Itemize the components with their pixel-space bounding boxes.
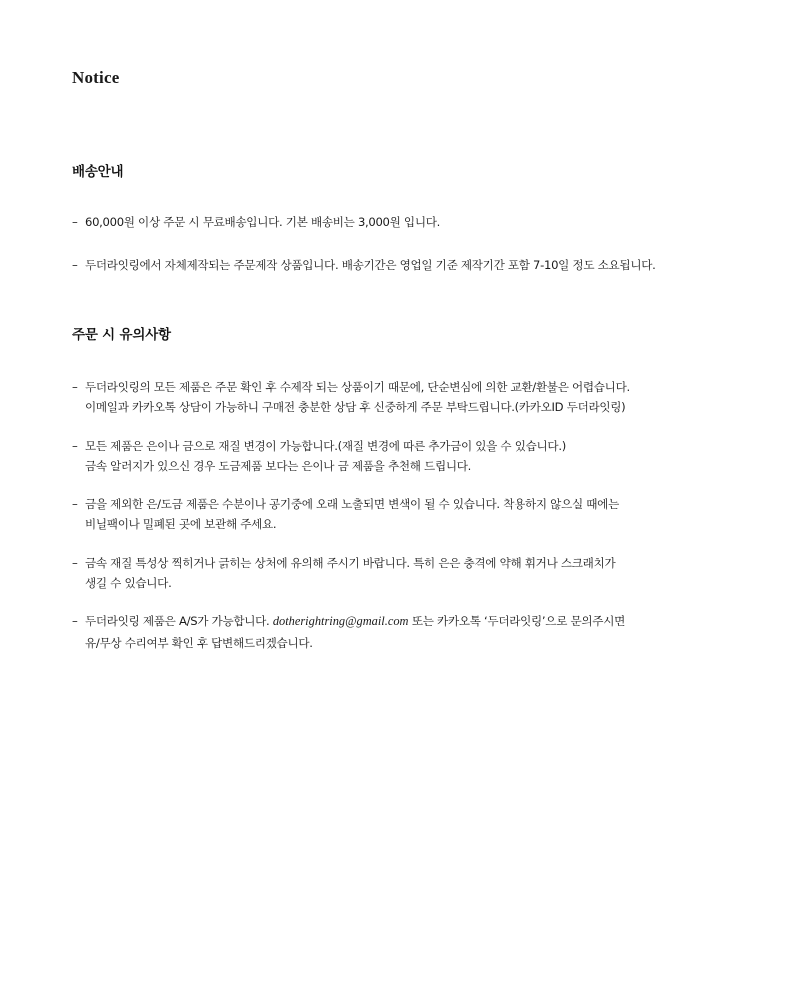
text-line: 유/무상 수리여부 확인 후 답변해드리겠습니다. [85,635,313,650]
text-line: 생길 수 있습니다. [85,575,172,590]
section-heading-order-notes: 주문 시 유의사항 [72,326,171,343]
text-line: 이메일과 카카오톡 상담이 가능하니 구매전 충분한 상담 후 신중하게 주문 부탁드립니다.(카카오ID 두더라잇링) [85,400,626,415]
section-order-notes [72,323,740,653]
text-fragment: 또는 카카오톡 ‘두더라잇링’으로 문의주시면 [408,614,625,629]
text-line-rich [85,611,740,633]
email-address[interactable]: dotherightring@gmail.com [272,614,409,629]
text-fragment: 두더라잇링 제품은 A/S가 가능합니다. [85,614,273,629]
text-line: 금을 제외한 은/도금 제품은 수분이나 공기중에 오래 노출되면 변색이 될 수 있습니다. 착용하지 않으실 때에는 [85,497,619,512]
text-line: 모든 제품은 은이나 금으로 재질 변경이 가능합니다.(재질 변경에 따른 추가금이 있을 수 있습니다.) [85,438,566,453]
section-shipping-info [72,160,740,275]
page-title: Notice [72,68,120,87]
list-item [72,255,740,275]
list-item-text [85,212,740,232]
list-marker: – [72,379,78,394]
text-line: 두더라잇링의 모든 제품은 주문 확인 후 수제작 되는 상품이기 때문에, 단순변심에 의한 교환/환불은 어렵습니다. [85,379,630,394]
list-item-text [85,611,740,653]
list-marker: – [72,614,78,629]
list-item [72,494,740,535]
list-marker: – [72,497,78,512]
list-item [72,212,740,232]
text-line: 60,000원 이상 주문 시 무료배송입니다. 기본 배송비는 3,000원 입니다. [85,215,441,230]
text-line: 비닐팩이나 밀폐된 곳에 보관해 주세요. [85,517,277,532]
list-item-text [85,255,740,275]
list-item [72,611,740,653]
list-item-text [85,553,740,594]
text-line: 금속 알러지가 있으신 경우 도금제품 보다는 은이나 금 제품을 추천해 드립니다. [85,458,472,473]
text-line: 금속 재질 특성상 찍히거나 긁히는 상처에 유의해 주시기 바랍니다. 특히 은은 충격에 약해 휘거나 스크래치가 [85,555,616,570]
list-item [72,553,740,594]
list-item-text [85,377,740,418]
list-item-text [85,436,740,477]
document-content [72,68,740,653]
list-item [72,377,740,418]
text-line: 두더라잇링에서 자체제작되는 주문제작 상품입니다. 배송기간은 영업일 기준 제작기간 포함 7-10일 정도 소요됩니다. [85,257,656,272]
shipping-info-list [72,212,740,275]
list-item-text [85,494,740,535]
order-notes-list [72,377,740,653]
section-heading-shipping: 배송안내 [72,164,124,181]
list-marker: – [72,555,78,570]
list-item [72,436,740,477]
list-marker: – [72,257,78,272]
list-marker: – [72,438,78,453]
list-marker: – [72,215,78,230]
